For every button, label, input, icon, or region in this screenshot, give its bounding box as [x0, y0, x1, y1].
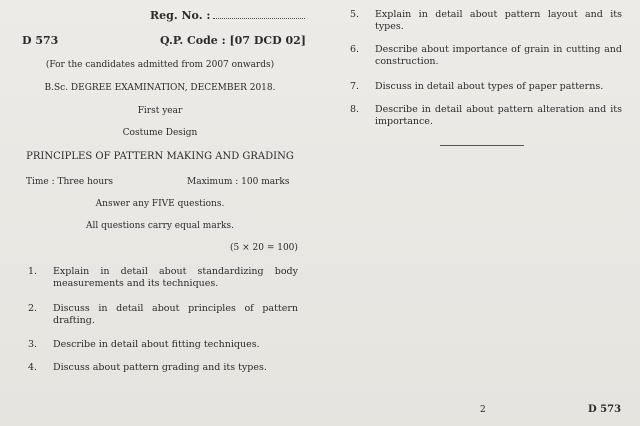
question-text: Discuss about pattern grading and its types. [53, 362, 267, 373]
marks-formula: (5 × 20 = 100) [230, 243, 298, 253]
instruction-marks: All questions carry equal marks. [86, 221, 234, 231]
page-number: 2 [480, 405, 486, 415]
question-number: 8. [350, 104, 360, 115]
question-text: Describe in detail about fitting techniques. [53, 339, 260, 350]
course-name: Costume Design [122, 128, 198, 138]
question-text: Describe about importance of grain in cutting and construction. [375, 44, 622, 67]
question-number: 1. [28, 266, 38, 277]
exam-title: B.Sc. DEGREE EXAMINATION, DECEMBER 2018. [44, 83, 276, 93]
question-number: 7. [350, 81, 360, 92]
question-text: Describe in detail about pattern alteration and its importance. [375, 104, 622, 127]
question-number: 5. [350, 9, 360, 20]
question-text: Explain in detail about standardizing body measurements and its techniques. [53, 266, 298, 289]
question-number: 6. [350, 44, 360, 55]
instruction-answer: Answer any FIVE questions. [95, 199, 225, 209]
end-divider [440, 145, 524, 146]
reg-no-field [150, 9, 305, 22]
reg-no-blank [213, 10, 305, 19]
question-number: 3. [28, 339, 38, 350]
question-number: 4. [28, 362, 38, 373]
year-label: First year [137, 106, 183, 116]
question-text: Discuss in detail about types of paper patterns. [375, 81, 604, 92]
subject-title: PRINCIPLES OF PATTERN MAKING AND GRADING [26, 151, 294, 162]
time-label: Time : Three hours [26, 177, 114, 187]
question-text: Discuss in detail about principles of pattern drafting. [53, 303, 298, 326]
candidates-note: (For the candidates admitted from 2007 onwards) [45, 60, 275, 70]
qp-code: Q.P. Code : [07 DCD 02] [160, 34, 306, 47]
question-number: 2. [28, 303, 38, 314]
reg-no-label: Reg. No. : [150, 9, 211, 22]
footer-paper-code: D 573 [588, 404, 622, 415]
paper-code: D 573 [22, 34, 59, 47]
question-text: Explain in detail about pattern layout and its types. [375, 9, 622, 32]
max-marks: Maximum : 100 marks [187, 177, 290, 187]
